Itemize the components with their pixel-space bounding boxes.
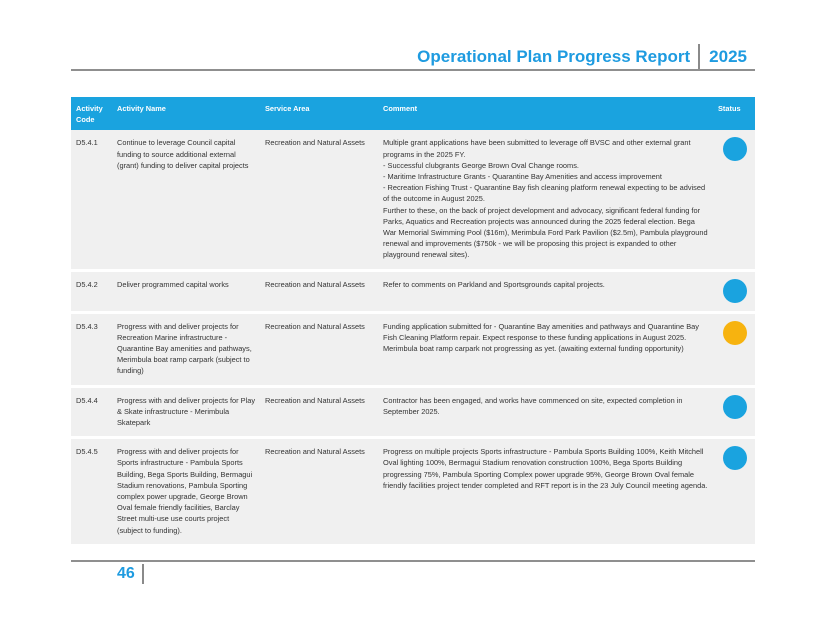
comment-line: Multiple grant applications have been submitted to leverage off BVSC and other external grant programs in the 2025 FY. xyxy=(383,138,691,159)
status-indicator xyxy=(723,321,747,345)
comment-line: Contractor has been engaged, and works have commenced on site, expected completion in September 2025. xyxy=(383,395,683,416)
activity-name-cell: Deliver programmed capital works xyxy=(112,270,260,312)
comment-line: Refer to comments on Parkland and Sportsgrounds capital projects. xyxy=(383,279,605,289)
comment-cell xyxy=(378,130,713,270)
activity-code-cell: D5.4.1 xyxy=(71,130,112,270)
comment-cell xyxy=(378,312,713,386)
table-row xyxy=(71,312,755,386)
col-status: Status xyxy=(713,97,755,130)
status-indicator xyxy=(723,279,747,303)
activity-name-cell: Progress with and deliver projects for Recreation Marine infrastructure - Quarantine Bay amenities and pathways, Merimbula boat ramp carpark (subject to funding) xyxy=(112,312,260,386)
status-cell xyxy=(713,386,755,438)
comment-line: Further to these, on the back of project development and advocacy, significant federal funding for Parks, Aquatics and Recreation projects was announced during the 2025 federal election. Bega War Memorial Swimming Pool ($16m), Merimbula Ford Park Pavilion ($2.5m), Pambula playground renewal and improvements ($750k - we will be proposing this project is expanded to other playground renewal sites). xyxy=(383,205,708,260)
comment-line: Funding application submitted for - Quarantine Bay amenities and pathways and Quarantine Bay Fish Cleaning Platform repair. Expect response to these funding applications in August 2025. Merimbula boat ramp carpark not progressing as yet. (awaiting external funding opportunity) xyxy=(383,321,699,354)
header-divider xyxy=(698,44,700,70)
col-activity-code: Activity Code xyxy=(71,97,112,130)
service-area-cell: Recreation and Natural Assets xyxy=(260,438,378,544)
activity-code-cell: D5.4.5 xyxy=(71,438,112,544)
col-activity-name: Activity Name xyxy=(112,97,260,130)
col-comment: Comment xyxy=(378,97,713,130)
comment-cell xyxy=(378,386,713,438)
status-cell xyxy=(713,130,755,270)
activity-code-cell: D5.4.2 xyxy=(71,270,112,312)
comment-line: Progress on multiple projects Sports infrastructure - Pambula Sports Building 100%, Keith Mitchell Oval lighting 100%, Bermagui Stadium renovation construction 100%, Bega Sports Building progressing 75%, Pambula Sporting Complex power upgrade 95%, George Brown Oval female friendly facilities project tender completed and RFT report is in the 23 July Council meeting agenda. xyxy=(383,447,708,490)
activity-code-cell: D5.4.3 xyxy=(71,312,112,386)
comment-line: - Successful clubgrants George Brown Oval Change rooms. xyxy=(383,160,579,170)
activity-name-cell: Progress with and deliver projects for Sports infrastructure - Pambula Sports Building, Bega Sports Building, Bermagui Stadium renovations, Pambula Sporting complex power upgrade, George Brown Oval female friendly facilities, Barclay Street multi-use use courts project (subject to funding). xyxy=(112,438,260,544)
service-area-cell: Recreation and Natural Assets xyxy=(260,270,378,312)
service-area-cell: Recreation and Natural Assets xyxy=(260,312,378,386)
comment-line: - Maritime Infrastructure Grants - Quarantine Bay Amenities and access improvement xyxy=(383,172,662,182)
service-area-cell: Recreation and Natural Assets xyxy=(260,386,378,438)
footer-divider xyxy=(142,564,144,584)
report-title: Operational Plan Progress Report xyxy=(417,47,691,66)
page-footer xyxy=(117,564,144,584)
comment-line: - Recreation Fishing Trust - Quarantine Bay fish cleaning platform renewal expecting to be advised of the outcome in August 2025. xyxy=(383,183,706,204)
comment-cell xyxy=(378,270,713,312)
activity-name-cell: Continue to leverage Council capital funding to source additional external (grant) funding to deliver capital projects xyxy=(112,130,260,270)
table-row xyxy=(71,438,755,544)
status-cell xyxy=(713,312,755,386)
activity-name-cell: Progress with and deliver projects for Play & Skate infrastructure - Merimbula Skatepark xyxy=(112,386,260,438)
report-header xyxy=(417,44,747,70)
status-cell xyxy=(713,438,755,544)
report-year: 2025 xyxy=(709,47,747,66)
service-area-cell: Recreation and Natural Assets xyxy=(260,130,378,270)
activity-table xyxy=(71,97,755,544)
status-indicator xyxy=(723,446,747,470)
col-service-area: Service Area xyxy=(260,97,378,130)
page-number: 46 xyxy=(117,565,135,582)
status-cell xyxy=(713,270,755,312)
footer-rule xyxy=(71,560,755,562)
header-rule xyxy=(71,69,755,71)
status-indicator xyxy=(723,395,747,419)
table-row xyxy=(71,386,755,438)
table-header-row xyxy=(71,97,755,130)
table-row xyxy=(71,130,755,270)
status-indicator xyxy=(723,137,747,161)
table-row xyxy=(71,270,755,312)
activity-code-cell: D5.4.4 xyxy=(71,386,112,438)
comment-cell xyxy=(378,438,713,544)
